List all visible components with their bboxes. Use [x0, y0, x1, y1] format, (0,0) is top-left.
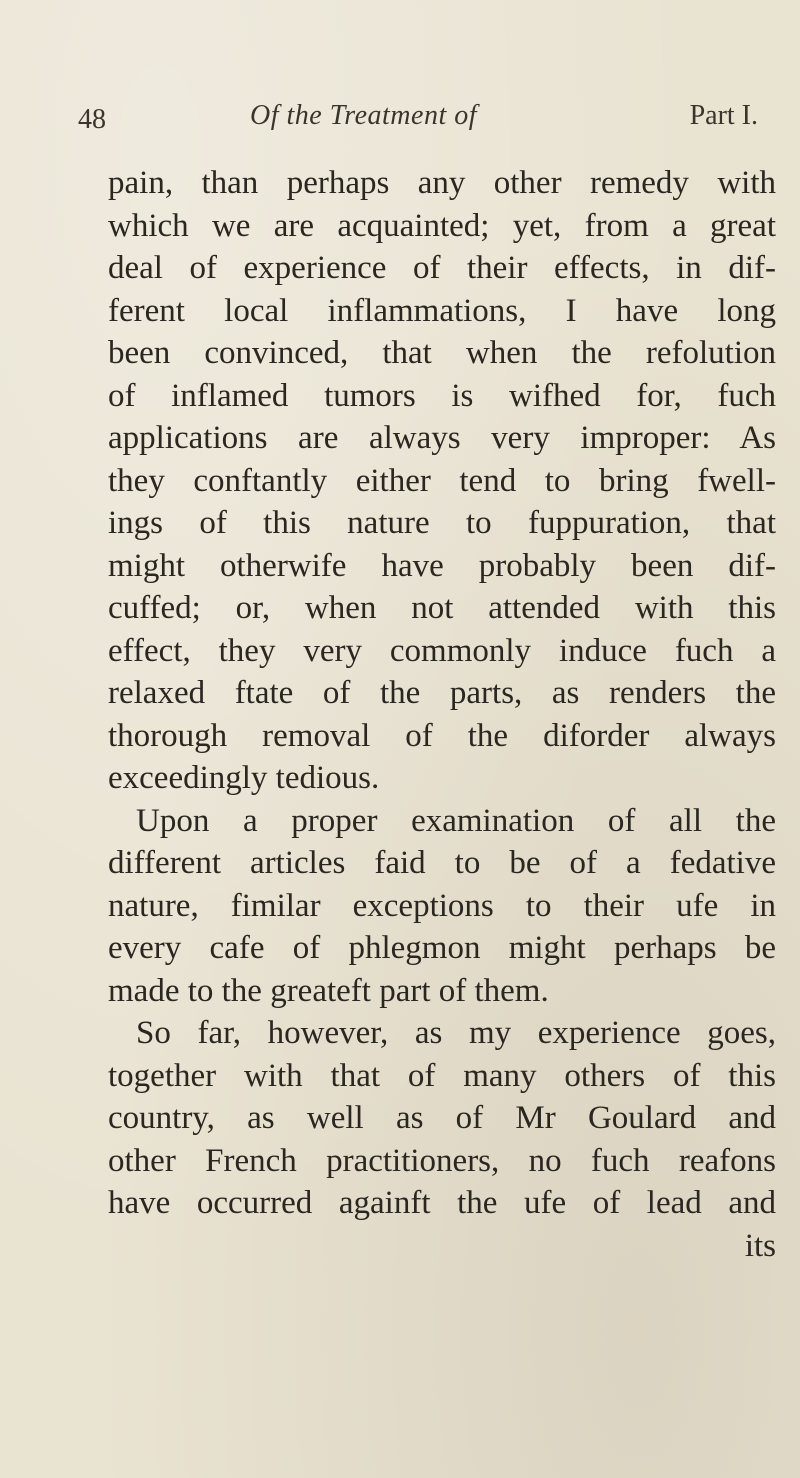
text-line: of inflamed tumors is wifhed for, fuch — [108, 377, 776, 414]
text-line: every cafe of phlegmon might perhaps be — [108, 930, 776, 966]
catchword: its — [744, 1227, 776, 1264]
text-line: relaxed ftate of the parts, as renders the — [108, 675, 776, 711]
text-line: applications are always very improper: As — [108, 420, 776, 456]
text-line: pain, than perhaps any other remedy with — [108, 165, 776, 201]
text-line: effect, they very commonly induce fuch a — [108, 632, 776, 669]
text-line: made to the greateft part of them. — [108, 972, 549, 1009]
text-line: deal of experience of their effects, in dif- — [108, 250, 776, 286]
text-line: might otherwife have probably been dif- — [108, 547, 776, 584]
text-line: other French practitioners, no fuch reafons — [108, 1142, 776, 1179]
text-line: been convinced, that when the refolution — [108, 335, 776, 371]
text-line: So far, however, as my experience goes, — [136, 1015, 776, 1051]
text-line: ings of this nature to fuppuration, that — [108, 505, 776, 541]
text-line: they conftantly either tend to bring fwell- — [108, 462, 776, 499]
text-line: country, as well as of Mr Goulard and — [108, 1100, 776, 1136]
text-line: which we are acquainted; yet, from a great — [108, 207, 776, 244]
text-line: together with that of many others of this — [108, 1057, 776, 1094]
text-line: ferent local inflammations, I have long — [108, 292, 776, 329]
body-text — [108, 162, 776, 1267]
running-title: Of the Treatment of — [250, 100, 478, 131]
part-label: Part I. — [689, 100, 758, 131]
text-line: cuffed; or, when not attended with this — [108, 590, 776, 626]
text-line: thorough removal of the diforder always — [108, 717, 776, 754]
text-line: nature, fimilar exceptions to their ufe in — [108, 887, 776, 924]
text-line: Upon a proper examination of all the — [136, 802, 776, 839]
text-line: exceedingly tedious. — [108, 760, 380, 796]
page-header — [70, 100, 770, 144]
text-line: different articles faid to be of a fedative — [108, 845, 776, 881]
text-line: have occurred againft the ufe of lead and — [108, 1185, 776, 1221]
page-number: 48 — [78, 104, 106, 135]
